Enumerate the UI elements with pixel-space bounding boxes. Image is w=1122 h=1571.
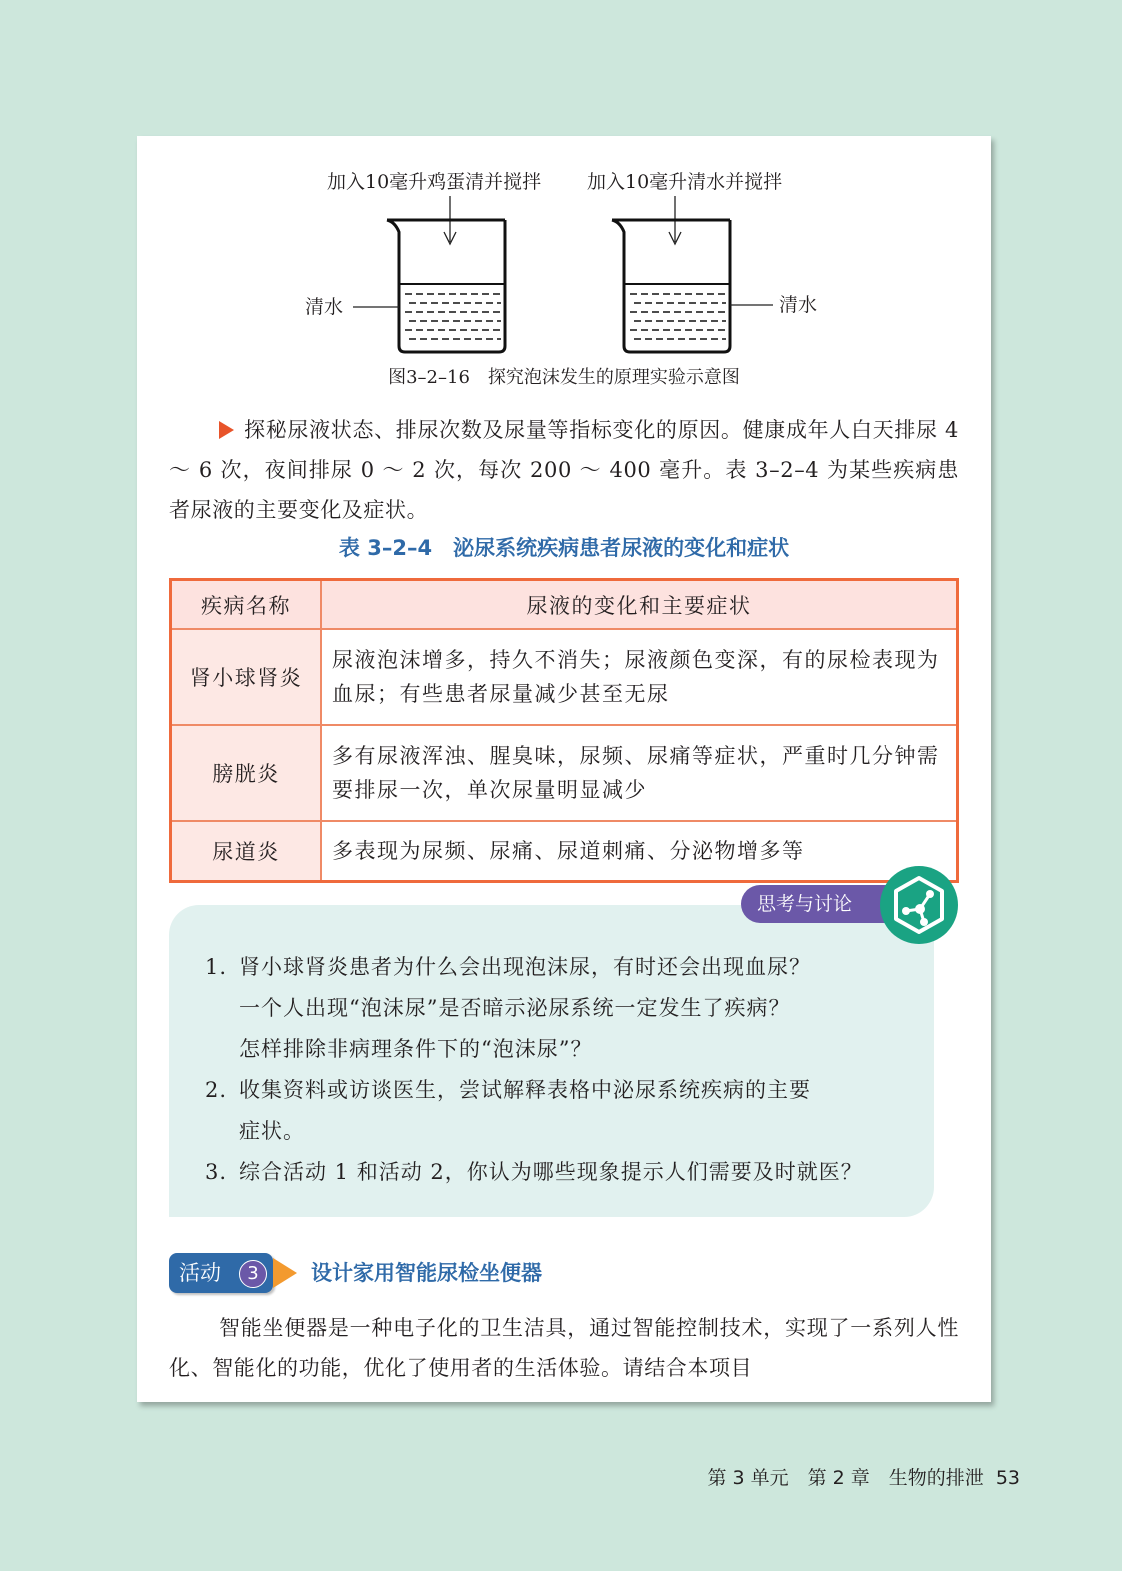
question-number: 1.: [205, 955, 228, 979]
activity-title: 设计家用智能尿检坐便器: [311, 1261, 542, 1285]
question-line: 综合活动 1 和活动 2，你认为哪些现象提示人们需要及时就医？: [239, 1160, 863, 1184]
label-water-right: 清水: [779, 294, 818, 316]
question-line: 肾小球肾炎患者为什么会出现泡沫尿，有时还会出现血尿？: [239, 955, 811, 979]
table-title: 表 3–2–4 泌尿系统疾病患者尿液的变化和症状: [338, 536, 790, 560]
question-3: [205, 1152, 905, 1193]
label-egg-white: 加入10毫升鸡蛋清并搅拌: [327, 171, 542, 193]
activity-paragraph: 智能坐便器是一种电子化的卫生洁具，通过智能控制技术，实现了一系列人性化、智能化的功能，优化了使用者的生活体验。请结合本项目: [169, 1316, 959, 1380]
right-beaker: [612, 220, 773, 352]
chapter-label: 第 3 单元 第 2 章 生物的排泄: [707, 1467, 984, 1489]
page-number: 53: [995, 1467, 1020, 1489]
disease-table: [169, 578, 959, 883]
question-line: 怎样排除非病理条件下的“泡沫尿”？: [239, 1037, 593, 1061]
table-row: [171, 725, 958, 821]
left-beaker: [353, 220, 505, 352]
question-line: 收集资料或访谈医生，尝试解释表格中泌尿系统疾病的主要: [239, 1078, 811, 1102]
page-footer: [707, 1463, 1020, 1490]
question-line: 一个人出现“泡沫尿”是否暗示泌尿系统一定发生了疾病？: [239, 996, 791, 1020]
beaker-diagram: [137, 136, 991, 366]
disease-name: 肾小球肾炎: [171, 629, 322, 725]
disease-symptoms: 多表现为尿频、尿痛、尿道刺痛、分泌物增多等: [321, 821, 958, 882]
disease-name: 膀胱炎: [171, 725, 322, 821]
label-clear-water: 加入10毫升清水并搅拌: [587, 171, 783, 193]
question-1: [205, 947, 905, 1070]
table-row: [171, 821, 958, 882]
triangle-arrow-icon: [273, 1258, 297, 1288]
intro-paragraph: [169, 410, 959, 530]
disease-symptoms: 多有尿液浑浊、腥臭味，尿频、尿痛等症状，严重时几分钟需要排尿一次，单次尿量明显减少: [321, 725, 958, 821]
beaker-figure: [137, 136, 991, 396]
label-water-left: 清水: [305, 296, 344, 318]
intro-text: 探秘尿液状态、排尿次数及尿量等指标变化的原因。健康成年人白天排尿 4 ～ 6 次，夜间排尿 0 ～ 2 次，每次 200 ～ 400 毫升。表 3–2–4 为某些疾病患者尿液的主要变化及症状。: [169, 418, 959, 522]
question-number: 2.: [205, 1078, 228, 1102]
activity-badge: [169, 1253, 273, 1293]
molecule-icon: [878, 864, 960, 946]
figure-caption: 图3–2–16 探究泡沫发生的原理实验示意图: [388, 367, 740, 388]
table-header-disease: 疾病名称: [171, 580, 322, 630]
triangle-bullet-icon: [219, 421, 234, 439]
question-number: 3.: [205, 1160, 228, 1184]
disease-symptoms: 尿液泡沫增多，持久不消失；尿液颜色变深，有的尿检表现为血尿；有些患者尿量减少甚至无尿: [321, 629, 958, 725]
table-row: [171, 629, 958, 725]
table-header-symptoms: 尿液的变化和主要症状: [321, 580, 958, 630]
disease-name: 尿道炎: [171, 821, 322, 882]
question-line: 症状。: [239, 1119, 305, 1143]
textbook-page: [137, 136, 991, 1402]
discussion-tag: 思考与讨论: [741, 885, 891, 923]
activity-number: 3: [239, 1260, 267, 1288]
activity-label: 活动: [179, 1261, 221, 1285]
question-2: [205, 1070, 905, 1152]
